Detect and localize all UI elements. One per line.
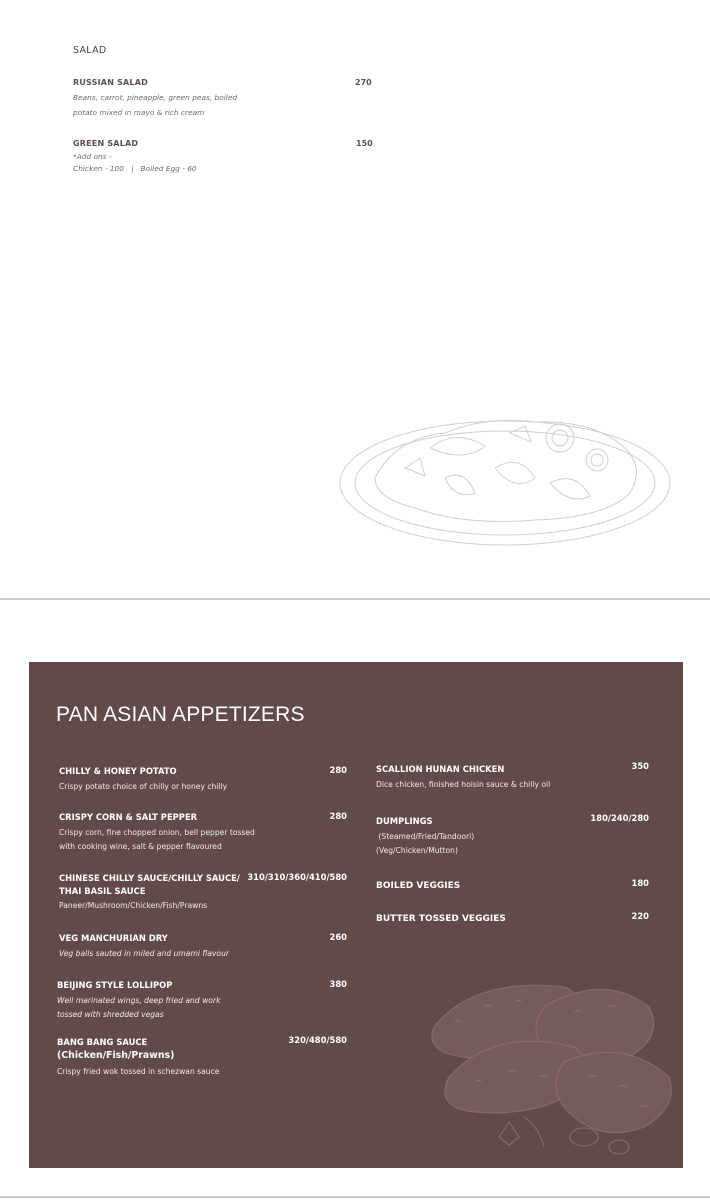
- item-description: [59, 826, 347, 855]
- menu-item-veg-manchurian-dry: [59, 932, 347, 961]
- item-price: 280: [329, 811, 347, 821]
- menu-item-butter-tossed-veggies: [376, 913, 649, 926]
- description-line: Well marinated wings, deep fried and work: [57, 995, 221, 1005]
- item-description: [73, 90, 373, 120]
- description-line: Beans, carrot, pineapple, green peas, boiled: [73, 93, 238, 102]
- description-line: tossed with shredded vegas: [57, 1010, 164, 1019]
- item-description: [73, 151, 373, 175]
- salad-page: [0, 0, 710, 598]
- name-line: THAI BASIL SAUCE: [59, 885, 146, 896]
- item-name: CHILLY & HONEY POTATO: [59, 766, 177, 776]
- item-description: Crispy potato choice of chilly or honey chilly: [59, 781, 228, 791]
- item-name: VEG MANCHURIAN DRY: [59, 933, 168, 943]
- item-name: RUSSIAN SALAD: [73, 78, 148, 87]
- item-price: 280: [329, 765, 347, 775]
- description-line: (Veg/Chicken/Mutton): [376, 846, 458, 855]
- menu-item-dumplings: [376, 815, 649, 859]
- item-price: 260: [329, 932, 347, 942]
- description-line: (Steamed/Fried/Tandoori): [376, 831, 475, 841]
- item-price: 220: [631, 911, 649, 921]
- item-description: Crispy fried wok tossed in schezwan sauce: [57, 1067, 220, 1076]
- item-description: Veg balls sauted in miled and umami flavour: [59, 948, 230, 958]
- item-price: 320/480/580: [288, 1035, 347, 1045]
- menu-item-bang-bang-sauce: [57, 1035, 347, 1080]
- salad-section-title: SALAD: [73, 45, 107, 56]
- name-line: CHINESE CHILLY SAUCE/CHILLY SAUCE/: [59, 873, 240, 883]
- pan-asian-appetizers-page: [29, 662, 683, 1168]
- spring-rolls-illustration: [414, 967, 674, 1167]
- description-line: *Add ons -: [73, 152, 112, 161]
- item-description: [376, 830, 649, 859]
- item-price: 380: [329, 979, 347, 989]
- name-line: (Chicken/Fish/Prawns): [57, 1050, 175, 1061]
- item-name: SCALLION HUNAN CHICKEN: [376, 764, 505, 774]
- menu-item-russian-salad: [73, 78, 373, 120]
- item-price: 350: [631, 761, 649, 771]
- item-price: 180/240/280: [590, 813, 649, 823]
- item-name: DUMPLINGS: [376, 816, 433, 826]
- item-price: 310/310/360/410/580: [247, 872, 347, 882]
- menu-item-scallion-hunan-chicken: [376, 763, 649, 792]
- item-name: CRISPY CORN & SALT PEPPER: [59, 812, 198, 822]
- item-name: BUTTER TOSSED VEGGIES: [376, 914, 506, 924]
- item-name: GREEN SALAD: [73, 139, 139, 148]
- name-line: BANG BANG SAUCE: [57, 1037, 148, 1047]
- item-name: BEIJING STYLE LOLLIPOP: [57, 980, 173, 990]
- description-line: Crispy corn, fine chopped onion, bell pepper tossed: [59, 827, 255, 837]
- item-description: Paneer/Mushroom/Chicken/Fish/Prawns: [59, 901, 208, 910]
- item-description: [57, 994, 347, 1023]
- menu-item-crispy-corn: [59, 811, 347, 855]
- menu-item-beijing-style-lollipop: [57, 979, 347, 1023]
- appetizers-section-title: PAN ASIAN APPETIZERS: [56, 703, 305, 726]
- menu-item-green-salad: [73, 139, 373, 175]
- item-price: 150: [356, 139, 373, 148]
- description-line: Chicken - 100 | Boiled Egg - 60: [73, 164, 197, 173]
- salad-plate-illustration: [335, 408, 685, 558]
- menu-item-chilly-honey-potato: [59, 765, 347, 794]
- item-description: Dice chicken, finished hoisin sauce & chilly oil: [376, 779, 551, 789]
- item-price: 180: [631, 878, 649, 888]
- page-bottom-edge: [0, 1196, 710, 1198]
- menu-item-chinese-chilly-sauce: [59, 872, 347, 914]
- description-line: with cooking wine, salt & pepper flavoured: [59, 842, 222, 851]
- item-name: BOILED VEGGIES: [376, 881, 461, 891]
- item-price: 270: [355, 78, 372, 87]
- menu-item-boiled-veggies: [376, 880, 649, 893]
- description-line: potato mixed in mayo & rich cream: [73, 108, 205, 117]
